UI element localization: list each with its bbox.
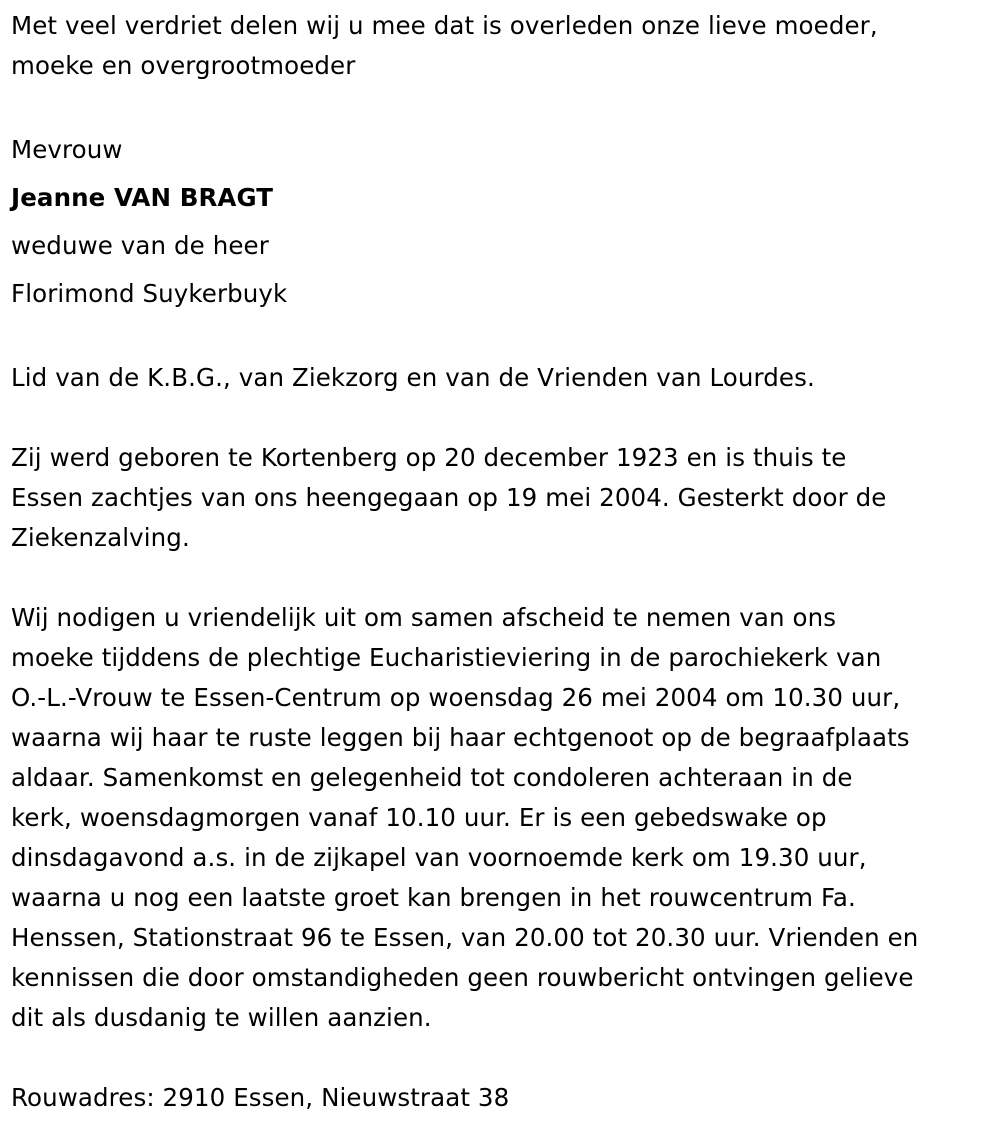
invitation-line-3: O.-L.-Vrouw te Essen-Centrum op woensdag 26 mei 2004 om 10.30 uur, (11, 683, 901, 712)
spouse-name: Florimond Suykerbuyk (11, 279, 288, 308)
invitation-line-8: waarna u nog een laatste groet kan brengen in het rouwcentrum Fa. (11, 883, 856, 912)
invitation-line-6: kerk, woensdagmorgen vanaf 10.10 uur. Er is een gebedswake op (11, 803, 827, 832)
invitation-line-4: waarna wij haar te ruste leggen bij haar echtgenoot op de begraafplaats (11, 723, 910, 752)
salutation: Mevrouw (11, 135, 123, 164)
intro-paragraph (11, 6, 993, 86)
invitation-line-5: aldaar. Samenkomst en gelegenheid tot condoleren achteraan in de (11, 763, 853, 792)
membership-paragraph (11, 358, 993, 398)
obituary-document (11, 6, 993, 1118)
life-paragraph (11, 438, 993, 558)
deceased-name: Jeanne VAN BRAGT (11, 183, 274, 212)
invitation-line-1: Wij nodigen u vriendelijk uit om samen afscheid te nemen van ons (11, 603, 837, 632)
invitation-paragraph (11, 598, 993, 1038)
intro-line-2: moeke en overgrootmoeder (11, 51, 356, 80)
address-paragraph (11, 1078, 993, 1118)
invitation-line-9: Henssen, Stationstraat 96 te Essen, van 20.00 tot 20.30 uur. Vrienden en (11, 923, 919, 952)
membership-line-1: Lid van de K.B.G., van Ziekzorg en van de Vrienden van Lourdes. (11, 363, 815, 392)
invitation-line-2: moeke tijddens de plechtige Eucharistieviering in de parochiekerk van (11, 643, 882, 672)
invitation-line-10: kennissen die door omstandigheden geen rouwbericht ontvingen gelieve (11, 963, 914, 992)
deceased-block (11, 126, 993, 318)
life-line-3: Ziekenzalving. (11, 523, 190, 552)
life-line-2: Essen zachtjes van ons heengegaan op 19 mei 2004. Gesterkt door de (11, 483, 887, 512)
relation: weduwe van de heer (11, 231, 269, 260)
mourning-address: Rouwadres: 2910 Essen, Nieuwstraat 38 (11, 1083, 510, 1112)
life-line-1: Zij werd geboren te Kortenberg op 20 december 1923 en is thuis te (11, 443, 847, 472)
intro-line-1: Met veel verdriet delen wij u mee dat is overleden onze lieve moeder, (11, 11, 878, 40)
invitation-line-11: dit als dusdanig te willen aanzien. (11, 1003, 432, 1032)
invitation-line-7: dinsdagavond a.s. in de zijkapel van voornoemde kerk om 19.30 uur, (11, 843, 867, 872)
